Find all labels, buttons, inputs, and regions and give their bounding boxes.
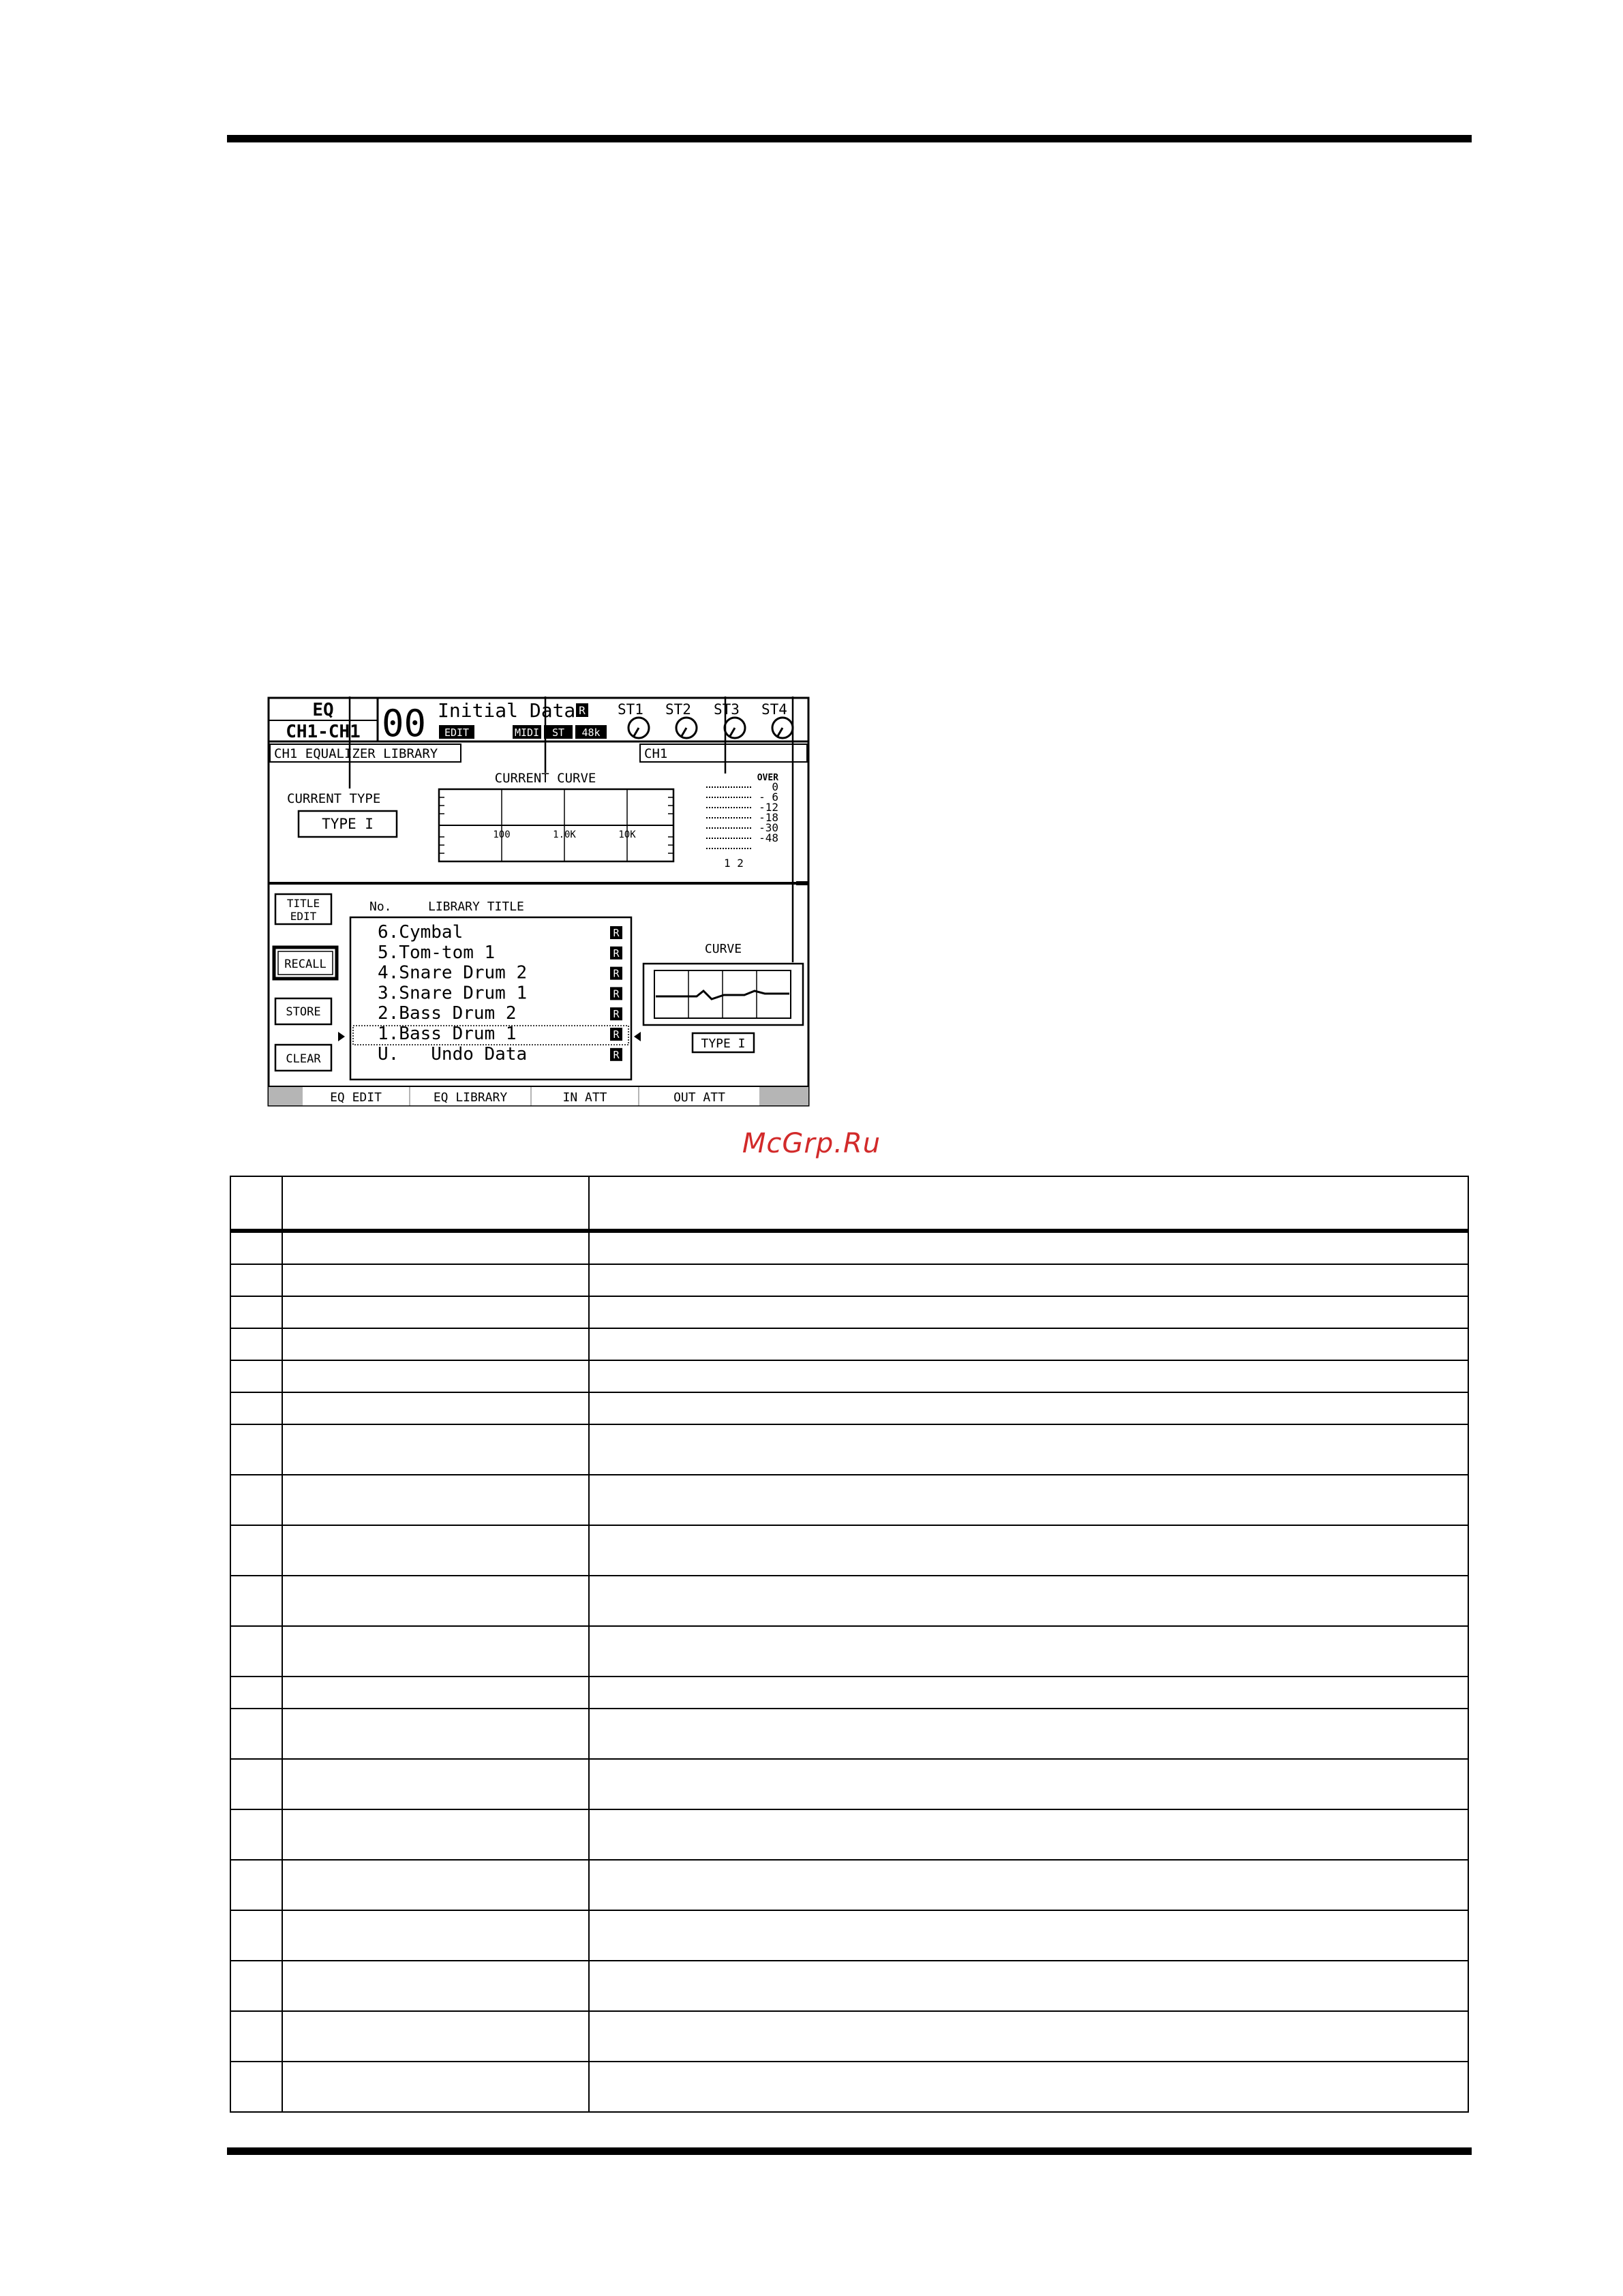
meter-0: 0 xyxy=(772,780,778,793)
curve-label: CURVE xyxy=(704,942,742,956)
table-cell xyxy=(589,1360,1468,1392)
table-cell xyxy=(589,2062,1468,2112)
table-cell xyxy=(589,2011,1468,2062)
table-cell xyxy=(230,1296,282,1328)
svg-text:EDIT: EDIT xyxy=(290,910,317,923)
table-cell xyxy=(282,2062,589,2112)
table-cell xyxy=(282,1809,589,1860)
list-header-title: LIBRARY TITLE xyxy=(428,900,524,914)
header-function: EQ xyxy=(312,700,334,720)
table-cell xyxy=(589,1424,1468,1475)
table-row xyxy=(230,1677,1468,1709)
top-rule xyxy=(227,135,1472,142)
table-row xyxy=(230,1475,1468,1525)
table-cell xyxy=(230,1231,282,1264)
table-cell xyxy=(282,1626,589,1677)
table-row xyxy=(230,1860,1468,1910)
table-cell xyxy=(230,1626,282,1677)
table-cell xyxy=(282,1961,589,2011)
table-cell xyxy=(282,2011,589,2062)
table-header-row xyxy=(230,1176,1468,1231)
table-cell xyxy=(230,1809,282,1860)
meter-6: - 6 xyxy=(759,791,778,803)
table-row xyxy=(230,1709,1468,1759)
st1-label: ST1 xyxy=(618,701,643,718)
table-row xyxy=(230,1328,1468,1360)
table-cell xyxy=(282,1677,589,1709)
protect-badge-icon: R xyxy=(613,988,620,1000)
protect-badge-icon: R xyxy=(613,947,620,960)
table-cell xyxy=(589,1910,1468,1961)
scene-title: Initial Data xyxy=(438,699,576,722)
table-cell xyxy=(282,1576,589,1626)
protect-badge-icon: R xyxy=(613,1028,620,1041)
table-row xyxy=(230,1809,1468,1860)
table-row xyxy=(230,1392,1468,1424)
channel-box: CH1 xyxy=(644,746,668,761)
library-item-label: 1.Bass Drum 1 xyxy=(378,1024,517,1044)
table-cell xyxy=(230,1328,282,1360)
current-type-value: TYPE I xyxy=(322,816,374,832)
table-cell xyxy=(589,1231,1468,1264)
table-cell xyxy=(589,1759,1468,1809)
meter-channels: 1 2 xyxy=(724,857,744,870)
table-cell xyxy=(230,1424,282,1475)
level-meter xyxy=(706,773,778,870)
parameter-table xyxy=(230,1176,1469,2113)
table-cell xyxy=(282,1910,589,1961)
table-row xyxy=(230,1576,1468,1626)
table-row xyxy=(230,1296,1468,1328)
tab-eq-library[interactable]: EQ LIBRARY xyxy=(433,1090,508,1105)
library-item-label: 3.Snare Drum 1 xyxy=(378,983,528,1004)
current-type-label: CURRENT TYPE xyxy=(287,791,381,806)
table-row xyxy=(230,1231,1468,1264)
samplerate-badge: 48k xyxy=(581,726,601,739)
status-badges xyxy=(439,725,607,739)
protect-badge-icon: R xyxy=(613,1048,620,1061)
st2-label: ST2 xyxy=(665,701,691,718)
table-cell xyxy=(230,1961,282,2011)
library-item[interactable] xyxy=(378,1044,622,1065)
table-cell xyxy=(282,1296,589,1328)
page-title: CH1 EQUALIZER LIBRARY xyxy=(274,746,438,761)
table-row xyxy=(230,2062,1468,2112)
list-header-no: No. xyxy=(369,900,392,914)
edit-badge: EDIT xyxy=(444,726,470,739)
tab-in-att[interactable]: IN ATT xyxy=(562,1090,607,1105)
svg-text:STORE: STORE xyxy=(286,1005,321,1019)
library-item-label: 6.Cymbal xyxy=(378,922,464,943)
library-item-label: 4.Snare Drum 2 xyxy=(378,962,528,983)
table-row xyxy=(230,1525,1468,1576)
tab-eq-edit[interactable]: EQ EDIT xyxy=(330,1090,382,1105)
table-cell xyxy=(589,1475,1468,1525)
store-button[interactable] xyxy=(275,998,331,1024)
header-cell xyxy=(589,1176,1468,1231)
table-cell xyxy=(589,1525,1468,1576)
scene-number: 00 xyxy=(382,702,427,745)
current-curve-label: CURRENT CURVE xyxy=(494,771,596,786)
table-cell xyxy=(589,1328,1468,1360)
header-cell xyxy=(230,1176,282,1231)
tab-bar xyxy=(269,1086,808,1105)
curve-type: TYPE I xyxy=(701,1037,746,1051)
list-cursor-left-icon xyxy=(338,1032,345,1041)
table-cell xyxy=(282,1424,589,1475)
recall-button[interactable] xyxy=(274,947,337,979)
table-cell xyxy=(589,1392,1468,1424)
table-cell xyxy=(230,2011,282,2062)
library-item-label: 2.Bass Drum 2 xyxy=(378,1003,517,1024)
table-cell xyxy=(230,1576,282,1626)
lcd-screen xyxy=(267,697,810,1107)
svg-text:TITLE: TITLE xyxy=(286,897,320,910)
table-cell xyxy=(282,1392,589,1424)
table-cell xyxy=(230,1475,282,1525)
table-row xyxy=(230,1360,1468,1392)
library-item[interactable] xyxy=(378,983,622,1003)
table-cell xyxy=(589,1677,1468,1709)
table-cell xyxy=(230,1759,282,1809)
freq-tick-100: 100 xyxy=(493,829,511,840)
table-cell xyxy=(230,1264,282,1296)
library-item-label: U. Undo Data xyxy=(378,1043,528,1065)
bottom-rule xyxy=(227,2147,1472,2155)
table-cell xyxy=(282,1231,589,1264)
table-cell xyxy=(230,1860,282,1910)
table-cell xyxy=(282,1709,589,1759)
meter-30: -30 xyxy=(759,821,778,834)
table-row xyxy=(230,1910,1468,1961)
protect-icon: R xyxy=(579,704,586,717)
title-edit-button[interactable] xyxy=(275,894,331,924)
list-cursor-right-icon xyxy=(634,1032,641,1041)
table-cell xyxy=(230,1910,282,1961)
meter-48: -48 xyxy=(759,831,778,844)
library-list[interactable] xyxy=(353,922,628,1065)
table-cell xyxy=(230,1709,282,1759)
meter-over: OVER xyxy=(757,773,778,783)
watermark: McGrp.Ru xyxy=(742,1128,881,1159)
table-row xyxy=(230,1264,1468,1296)
st3-label: ST3 xyxy=(714,701,740,718)
library-item[interactable] xyxy=(378,943,622,963)
st-badge: ST xyxy=(551,726,565,739)
meter-18: -18 xyxy=(759,811,778,824)
table-cell xyxy=(230,1677,282,1709)
library-item[interactable] xyxy=(378,963,622,983)
table-cell xyxy=(282,1759,589,1809)
table-cell xyxy=(282,1328,589,1360)
table-row xyxy=(230,1424,1468,1475)
st4-label: ST4 xyxy=(761,701,787,718)
table-cell xyxy=(282,1475,589,1525)
midi-badge: MIDI xyxy=(514,726,540,739)
table-cell xyxy=(589,1296,1468,1328)
table-cell xyxy=(282,1860,589,1910)
table-cell xyxy=(282,1264,589,1296)
table-cell xyxy=(589,1626,1468,1677)
table-cell xyxy=(230,2062,282,2112)
meter-12: -12 xyxy=(759,801,778,814)
header-channel: CH1-CH1 xyxy=(286,722,361,742)
table-row xyxy=(230,2011,1468,2062)
table-cell xyxy=(230,1525,282,1576)
table-cell xyxy=(230,1360,282,1392)
protect-badge-icon: R xyxy=(613,927,620,939)
svg-text:RECALL: RECALL xyxy=(284,958,327,971)
protect-badge-icon: R xyxy=(613,1008,620,1021)
table-cell xyxy=(589,1264,1468,1296)
table-cell xyxy=(589,1809,1468,1860)
st-knobs xyxy=(618,701,793,738)
table-row xyxy=(230,1961,1468,2011)
svg-text:CLEAR: CLEAR xyxy=(286,1052,321,1066)
protect-badge-icon: R xyxy=(613,967,620,980)
table-row xyxy=(230,1759,1468,1809)
table-cell xyxy=(589,1576,1468,1626)
table-row xyxy=(230,1626,1468,1677)
header-cell xyxy=(282,1176,589,1231)
table-cell xyxy=(282,1525,589,1576)
freq-tick-1k: 1.0K xyxy=(553,829,576,840)
library-item[interactable] xyxy=(378,1003,622,1024)
clear-button[interactable] xyxy=(275,1045,331,1071)
tab-out-att[interactable]: OUT ATT xyxy=(673,1090,725,1105)
library-item-label: 5.Tom-tom 1 xyxy=(378,942,496,963)
table-cell xyxy=(282,1360,589,1392)
table-cell xyxy=(230,1392,282,1424)
table-cell xyxy=(589,1961,1468,2011)
library-item[interactable] xyxy=(353,1024,628,1045)
freq-tick-10k: 10K xyxy=(618,829,636,840)
table-cell xyxy=(589,1860,1468,1910)
library-item[interactable] xyxy=(378,922,622,943)
current-curve-graph xyxy=(439,789,673,861)
table-cell xyxy=(589,1709,1468,1759)
